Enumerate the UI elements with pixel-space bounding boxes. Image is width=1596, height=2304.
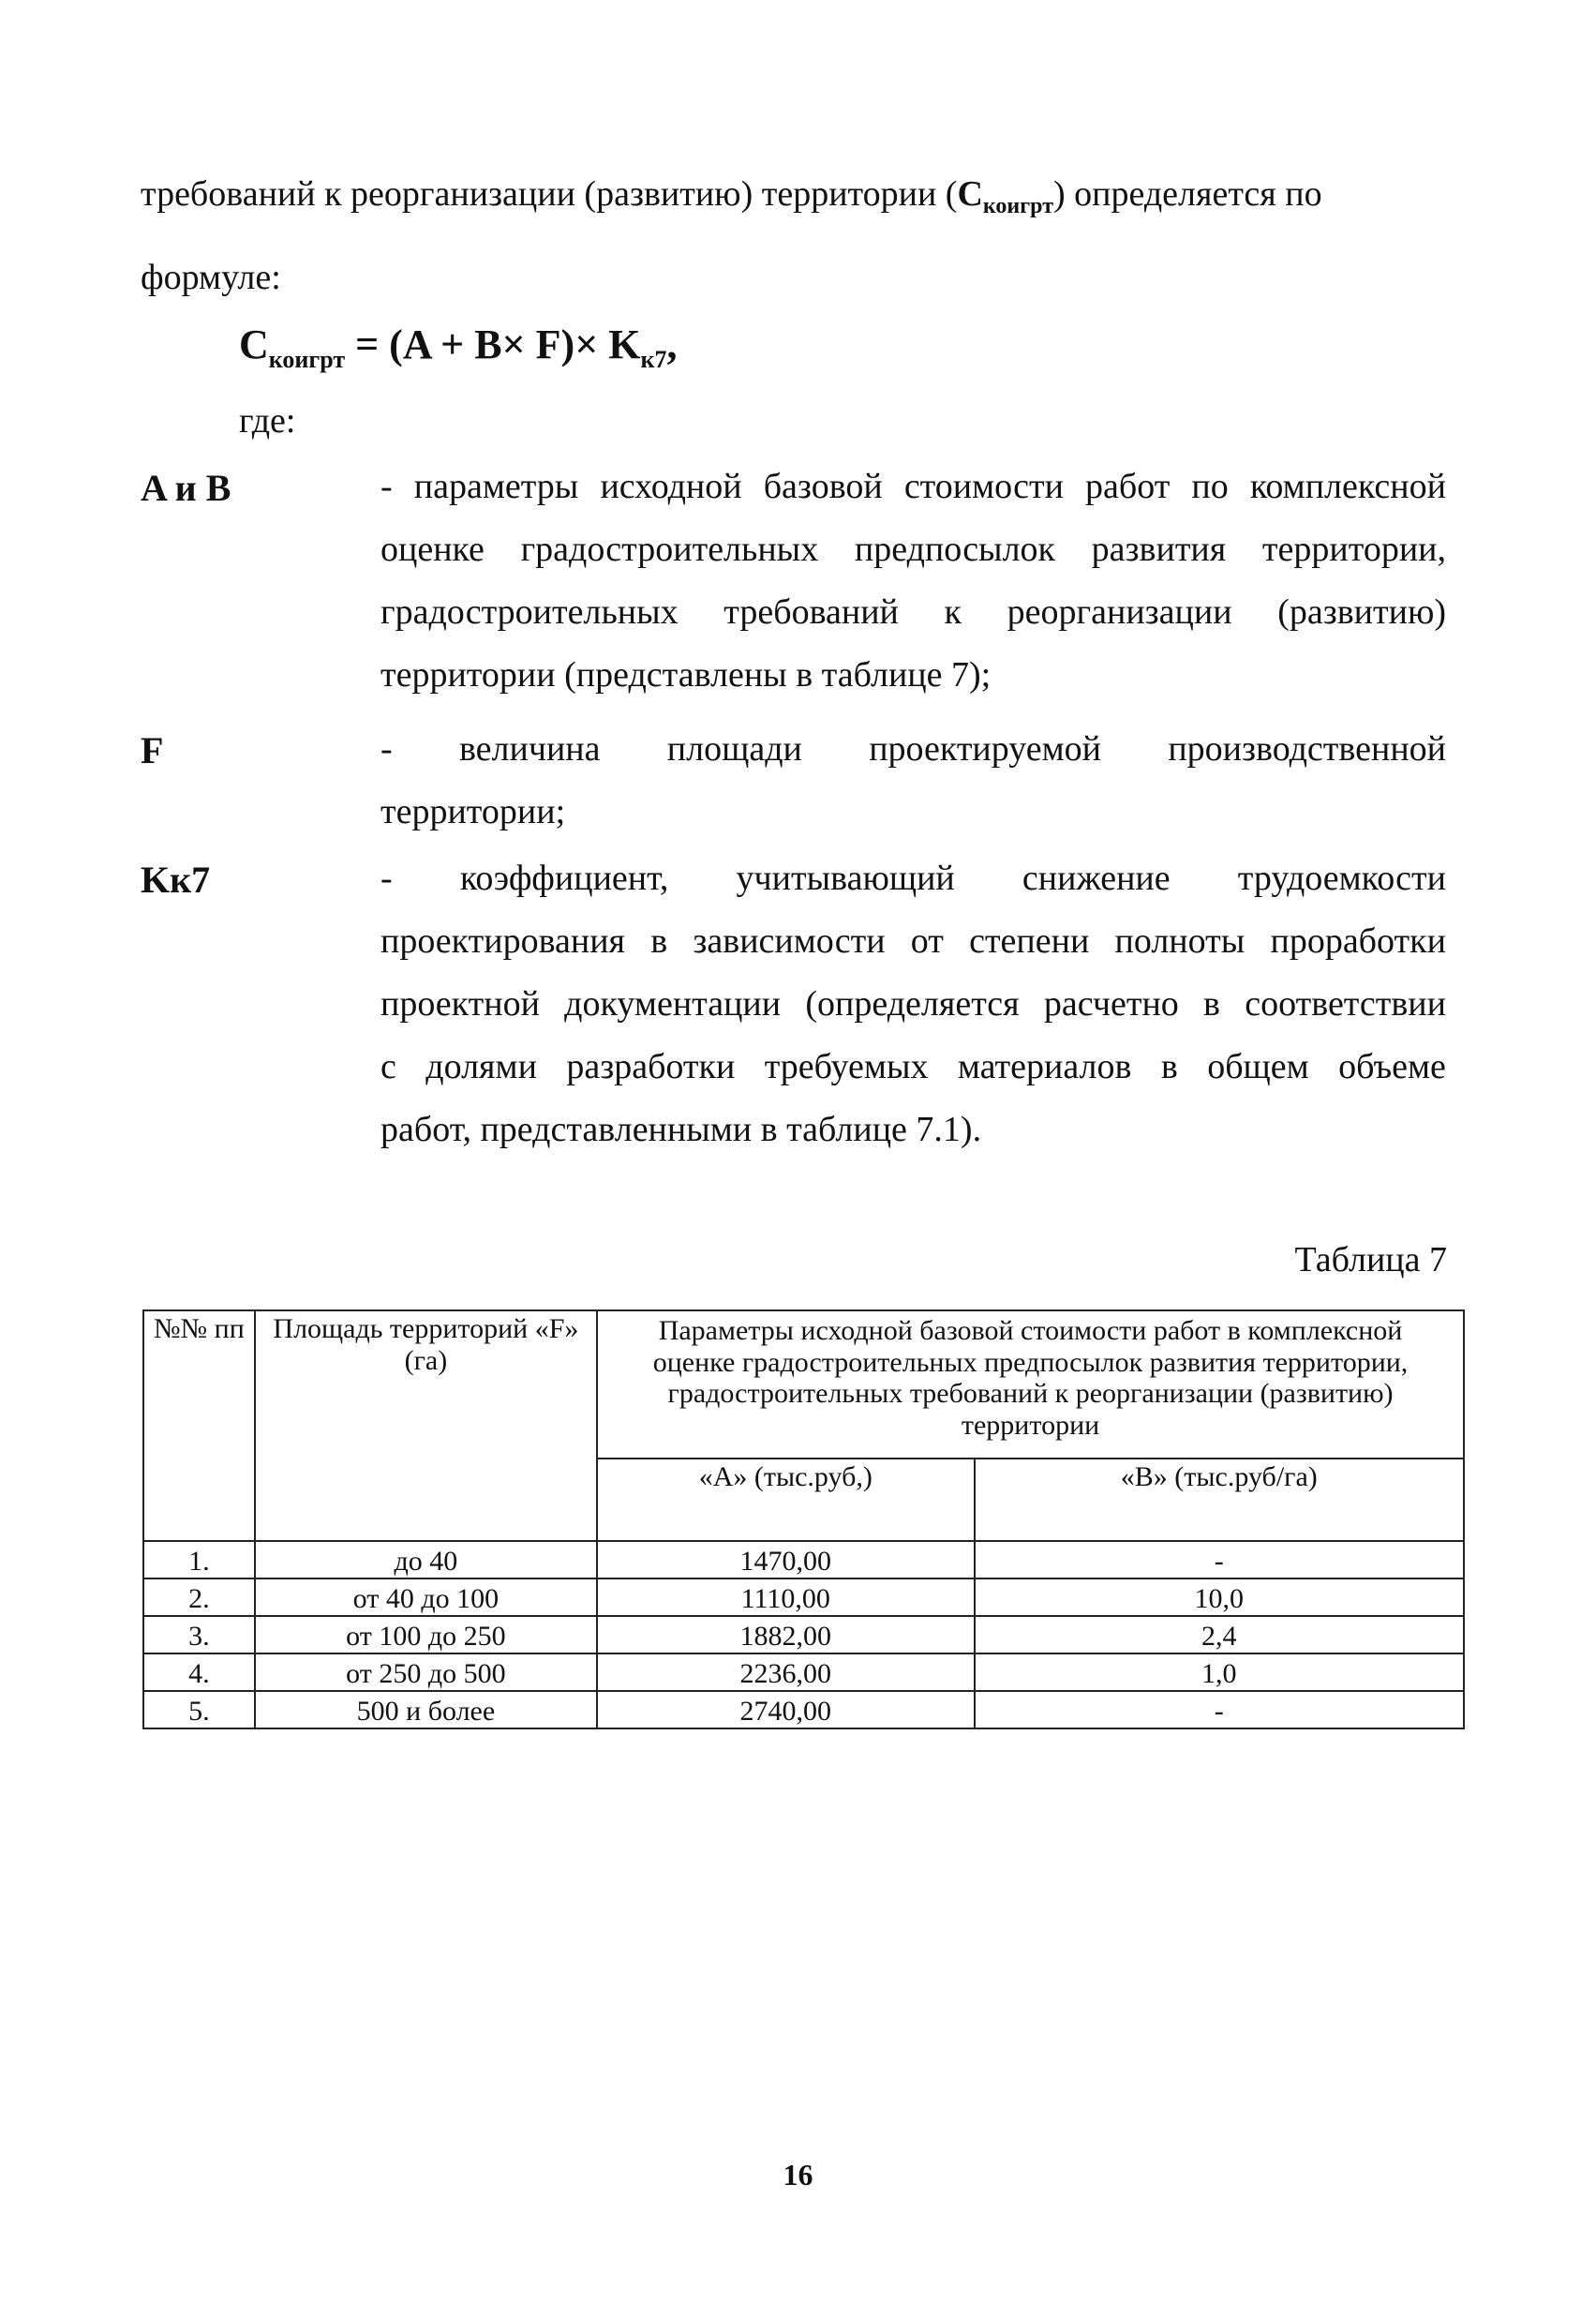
word: стоимости xyxy=(903,467,1064,506)
word: градостроительных xyxy=(380,592,679,632)
definition-line xyxy=(380,728,1446,791)
word: оценке xyxy=(380,530,485,569)
table-row xyxy=(143,1616,1464,1653)
cell-b: - xyxy=(975,1541,1464,1578)
cell-a: 1470,00 xyxy=(597,1541,974,1578)
cell-number: 4. xyxy=(143,1653,255,1691)
word: требуемых xyxy=(764,1047,929,1086)
paragraph-line-2: формуле: xyxy=(141,258,281,297)
header-parameters: Параметры исходной базовой стоимости работ в комплексной оценке градостроительных предпосылок развития территории, градостроительных требований к реорганизации (развитию) территории xyxy=(597,1310,1464,1459)
cell-a: 1882,00 xyxy=(597,1616,974,1653)
definition-line: территории (представлены в таблице 7); xyxy=(380,655,992,695)
word: (определяется xyxy=(805,984,1020,1024)
word: базовой xyxy=(763,467,883,506)
where-label: где: xyxy=(239,401,296,441)
definition-line xyxy=(380,920,1446,983)
word: учитывающий xyxy=(736,859,955,898)
word: развития xyxy=(1091,530,1227,569)
cell-a: 2740,00 xyxy=(597,1691,974,1728)
word: проектирования xyxy=(380,921,626,961)
page-number: 16 xyxy=(783,2158,813,2192)
word: в xyxy=(1160,1047,1178,1086)
word: параметры xyxy=(413,467,579,506)
word: документации xyxy=(564,984,782,1024)
word: в xyxy=(650,921,668,961)
word: коэффициент, xyxy=(459,859,669,898)
word: с xyxy=(380,1047,396,1086)
symbol-c-subscript: коигрт xyxy=(982,194,1053,218)
cell-area: от 250 до 500 xyxy=(255,1653,597,1691)
definition-line: территории; xyxy=(380,792,566,831)
cell-area: от 100 до 250 xyxy=(255,1616,597,1653)
definition-line xyxy=(380,1046,1446,1109)
table-row xyxy=(143,1691,1464,1728)
header-a: «А» (тыс.руб,) xyxy=(597,1459,974,1541)
word: - xyxy=(380,859,393,898)
word: от xyxy=(910,921,944,961)
symbol-c: C xyxy=(957,174,983,214)
word: производственной xyxy=(1168,729,1446,769)
word: проектной xyxy=(380,984,540,1024)
formula-k-subscript: к7 xyxy=(640,346,667,373)
definition-line: работ, представленными в таблице 7.1). xyxy=(380,1110,982,1149)
table-caption: Таблица 7 xyxy=(1294,1240,1447,1279)
word: комплексной xyxy=(1249,467,1446,506)
cell-b: 1,0 xyxy=(975,1653,1464,1691)
cell-area: до 40 xyxy=(255,1541,597,1578)
cell-a: 1110,00 xyxy=(597,1578,974,1616)
cell-b: 10,0 xyxy=(975,1578,1464,1616)
definition-line xyxy=(380,983,1446,1046)
word: проектируемой xyxy=(869,729,1102,769)
word: реорганизации xyxy=(1007,592,1232,632)
word: градостроительных xyxy=(520,530,819,569)
definition-line xyxy=(380,858,1446,920)
cell-a: 2236,00 xyxy=(597,1653,974,1691)
word: - xyxy=(380,467,393,506)
word: площади xyxy=(666,729,802,769)
word: исходной xyxy=(600,467,742,506)
cell-b: - xyxy=(975,1691,1464,1728)
word: величина xyxy=(458,729,601,769)
word: соответствии xyxy=(1245,984,1446,1024)
word: по xyxy=(1191,467,1229,506)
word: предпосылок xyxy=(854,530,1056,569)
definition-f xyxy=(380,728,1446,854)
word: долями xyxy=(425,1047,537,1086)
word: (развитию) xyxy=(1277,592,1446,632)
header-number: №№ пп xyxy=(143,1310,255,1541)
word: зависимости xyxy=(693,921,886,961)
word: разработки xyxy=(566,1047,736,1086)
cell-number: 1. xyxy=(143,1541,255,1578)
formula-lhs-subscript: коигрт xyxy=(268,346,346,373)
word: работ xyxy=(1085,467,1171,506)
cell-b: 2,4 xyxy=(975,1616,1464,1653)
table-row xyxy=(143,1541,1464,1578)
parameters-table xyxy=(142,1309,1465,1729)
header-b: «В» (тыс.руб/га) xyxy=(975,1459,1464,1541)
word: общем xyxy=(1207,1047,1309,1086)
paragraph-line-1: требований к реорганизации (развитию) территории $(C_{коигрт})$ определяется по xyxy=(141,174,1322,218)
word: проработки xyxy=(1270,921,1446,961)
word: - xyxy=(380,729,393,769)
word: расчетно xyxy=(1043,984,1179,1024)
formula: $C_{коигрт} = (A + B\times F)\times K_{к7}$, xyxy=(239,322,678,373)
table-header-row xyxy=(143,1310,1464,1459)
cell-area: 500 и более xyxy=(255,1691,597,1728)
table-row xyxy=(143,1653,1464,1691)
term-k-k7: Kк7 xyxy=(141,859,211,901)
cell-number: 5. xyxy=(143,1691,255,1728)
word: степени xyxy=(969,921,1090,961)
definition-line xyxy=(380,466,1446,529)
cell-number: 2. xyxy=(143,1578,255,1616)
definition-k-k7 xyxy=(380,858,1446,1172)
definition-line xyxy=(380,529,1446,591)
word: к xyxy=(944,592,962,632)
term-f: F xyxy=(141,729,164,771)
definition-line xyxy=(380,591,1446,654)
word: полноты xyxy=(1114,921,1245,961)
word: объеме xyxy=(1338,1047,1446,1086)
table-row xyxy=(143,1578,1464,1616)
word: снижение xyxy=(1022,859,1171,898)
word: требований xyxy=(723,592,899,632)
word: в xyxy=(1203,984,1220,1024)
term-a-and-b: A и B xyxy=(141,467,231,509)
definition-a-and-b xyxy=(380,466,1446,717)
word: территории, xyxy=(1261,530,1446,569)
cell-number: 3. xyxy=(143,1616,255,1653)
header-area: Площадь территорий «F» (га) xyxy=(255,1310,597,1541)
word: трудоемкости xyxy=(1237,859,1446,898)
cell-area: от 40 до 100 xyxy=(255,1578,597,1616)
word: материалов xyxy=(957,1047,1132,1086)
